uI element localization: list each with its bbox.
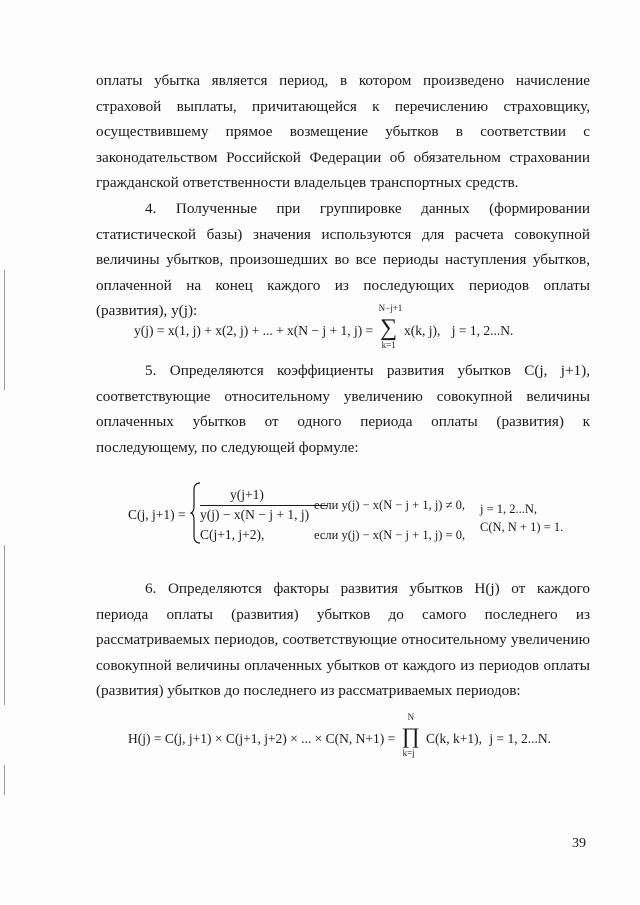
scan-edge-mark xyxy=(4,765,5,795)
formula-h-range: j = 1, 2...N. xyxy=(489,731,551,746)
paragraph-item-5: 5. Определяются коэффициенты развития убытков C(j, j+1), соответствующие относительному увеличению совокупной величины оплаченных убытков от одного периода оплаты (развития) к последующему, по следующей формуле: xyxy=(96,362,590,456)
page-number: 39 xyxy=(572,836,586,851)
formula-h-lhs: H(j) = C(j, j+1) × C(j+1, j+2) × ... × C(N, N+1) = xyxy=(128,731,396,746)
sum-sign: ∑ xyxy=(380,315,398,341)
sum-upper-limit: N−j+1 xyxy=(378,303,403,313)
formula-c-case2-value: C(j+1, j+2), xyxy=(200,527,265,542)
formula-c-boundary: C(N, N + 1) = 1. xyxy=(480,520,564,534)
scan-edge-mark xyxy=(4,270,5,390)
formula-c-case1-condition: если y(j) − x(N − j + 1, j) ≠ 0, xyxy=(314,498,465,512)
product-lower-limit: k=j xyxy=(402,748,415,758)
formula-c-numerator: y(j+1) xyxy=(230,487,264,502)
formula-c-lhs: C(j, j+1) = xyxy=(128,507,186,522)
formula-y-body: x(k, j), xyxy=(404,323,441,338)
formula-development-factor xyxy=(128,712,551,758)
paragraph-item-4: 4. Полученные при группировке данных (формировании статистической базы) значения используются для расчета совокупной величины убытков, произошедших во все периоды наступления убытков, оплаченной на конец каждого из последующих периодов оплаты (развития), y(j): xyxy=(96,200,590,320)
formula-y-range: j = 1, 2...N. xyxy=(451,323,514,338)
formula-y-lhs: y(j) = x(1, j) + x(2, j) + ... + x(N − j + 1, j) = xyxy=(134,323,374,338)
formula-h-body: C(k, k+1), xyxy=(426,731,482,746)
product-sign: ∏ xyxy=(401,723,420,748)
formula-cumulative-losses xyxy=(134,303,514,350)
formula-c-case2-condition: если y(j) − x(N − j + 1, j) = 0, xyxy=(314,528,466,542)
paragraph-item-6: 6. Определяются факторы развития убытков H(j) от каждого периода оплаты (развития) убытков до самого последнего из рассматриваемых периодов, соответствующие относительному увеличению совокупной величины оплаченных убытков от каждого из периодов оплаты (развития) убытков до последнего из рассматриваемых периодов: xyxy=(96,580,590,700)
product-upper-limit: N xyxy=(407,712,415,722)
formula-c-denominator: y(j) − x(N − j + 1, j) xyxy=(200,507,310,522)
sum-lower-limit: k=1 xyxy=(381,340,396,350)
scan-edge-mark xyxy=(4,545,5,705)
formula-c-range: j = 1, 2...N, xyxy=(480,502,538,516)
formula-development-coefficient xyxy=(128,484,598,544)
paragraph-continuation: оплаты убытка является период, в котором произведено начисление страховой выплаты, причитающейся к перечислению страховщику, осуществившему прямое возмещение убытков в соответствии с законодательством Российской Федерации об обязательном страховании гражданской ответственности владельцев транспортных средств. xyxy=(96,72,590,192)
